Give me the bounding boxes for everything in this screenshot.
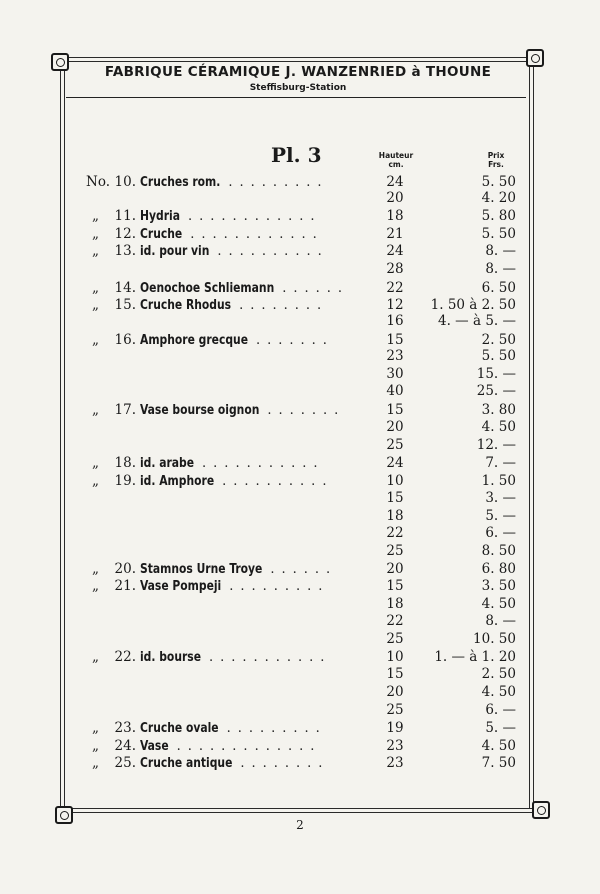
item-number: 20. — [114, 561, 136, 577]
item-name: Vase bourse oignon — [140, 403, 260, 418]
item-height: 28 — [386, 261, 404, 277]
leader-dots: ........... — [202, 456, 325, 471]
item-price: 7. 50 — [481, 755, 516, 771]
row-prefix: „ — [92, 720, 99, 736]
corner-ornament-top-right — [526, 49, 544, 67]
item-height: 22 — [386, 525, 404, 541]
item-number: 18. — [114, 455, 136, 471]
item-height: 23 — [386, 348, 404, 364]
leader-dots: ............. — [176, 739, 322, 754]
table-row — [86, 755, 526, 772]
item-price: 4. 20 — [481, 190, 516, 206]
item-height: 20 — [386, 419, 404, 435]
item-height: 19 — [386, 720, 404, 736]
item-height: 40 — [386, 383, 404, 399]
item-price: 4. 50 — [481, 596, 516, 612]
item-height: 15 — [386, 332, 404, 348]
hauteur-label: Hauteur — [378, 151, 414, 160]
item-price: 5. 50 — [481, 174, 516, 190]
item-number: 16. — [114, 332, 136, 348]
corner-ornament-top-left — [51, 53, 69, 71]
header-title: FABRIQUE CÉRAMIQUE J. WANZENRIED à THOUNE — [104, 64, 492, 80]
hauteur-unit: cm. — [388, 160, 404, 169]
item-height: 15 — [386, 578, 404, 594]
item-name: Stamnos Urne Troye — [140, 562, 263, 577]
item-price: 2. 50 — [481, 332, 516, 348]
item-price: 5. 80 — [481, 208, 516, 224]
item-price: 8. — — [485, 261, 516, 277]
row-prefix: No. — [86, 174, 110, 190]
prix-label: Prix — [487, 151, 505, 160]
table-row — [86, 348, 526, 365]
table-row — [86, 297, 526, 314]
table-row — [86, 332, 526, 349]
item-price: 8. 50 — [481, 543, 516, 559]
item-name: Cruche antique — [140, 756, 233, 771]
row-prefix: „ — [92, 243, 99, 259]
table-row — [86, 437, 526, 454]
row-prefix: „ — [92, 561, 99, 577]
item-number: 23. — [114, 720, 136, 736]
item-price: 3. 80 — [481, 402, 516, 418]
frame-top-line-inner — [62, 61, 532, 62]
item-height: 20 — [386, 190, 404, 206]
item-price: 10. 50 — [473, 631, 516, 647]
item-height: 24 — [386, 174, 404, 190]
table-row — [86, 280, 526, 297]
header-subtitle: Steffisburg-Station — [249, 83, 347, 93]
item-name: id. pour vin — [140, 244, 210, 259]
table-row — [86, 525, 526, 542]
item-number: 22. — [114, 649, 136, 665]
item-height: 21 — [386, 226, 404, 242]
item-price: 4. — à 5. — — [438, 313, 516, 329]
table-row — [86, 613, 526, 630]
table-row — [86, 455, 526, 472]
frame-bottom-line-inner — [66, 812, 536, 813]
item-height: 12 — [386, 297, 404, 313]
item-price: 25. — — [476, 383, 516, 399]
item-name: id. Amphore — [140, 474, 215, 489]
table-row — [86, 419, 526, 436]
frame-left-line-inner — [64, 64, 65, 814]
item-name: Cruche Rhodus — [140, 298, 232, 313]
item-name: Vase — [140, 739, 169, 754]
item-height: 18 — [386, 208, 404, 224]
item-height: 24 — [386, 455, 404, 471]
item-height: 10 — [386, 649, 404, 665]
item-price: 12. — — [476, 437, 516, 453]
table-row — [86, 313, 526, 330]
item-price: 6. — — [485, 525, 516, 541]
table-row — [86, 190, 526, 207]
item-number: 25. — [114, 755, 136, 771]
table-row — [86, 261, 526, 278]
item-height: 20 — [386, 561, 404, 577]
item-height: 23 — [386, 738, 404, 754]
row-prefix: „ — [92, 755, 99, 771]
table-row — [86, 666, 526, 683]
item-price: 15. — — [476, 366, 516, 382]
item-height: 25 — [386, 702, 404, 718]
item-number: 10. — [114, 174, 136, 190]
leader-dots: ........ — [240, 756, 330, 771]
table-row — [86, 543, 526, 560]
frame-right-line — [533, 58, 534, 808]
table-row — [86, 473, 526, 490]
row-prefix: „ — [92, 208, 99, 224]
item-price: 4. 50 — [481, 684, 516, 700]
row-prefix: „ — [92, 297, 99, 313]
row-prefix: „ — [92, 226, 99, 242]
page-number: 2 — [296, 818, 304, 832]
item-number: 11. — [114, 208, 136, 224]
item-number: 15. — [114, 297, 136, 313]
plate-heading: Pl. 3 — [271, 143, 322, 167]
table-row — [86, 578, 526, 595]
item-name: Oenochoe Schliemann — [140, 281, 275, 296]
item-height: 15 — [386, 666, 404, 682]
item-price: 1. 50 — [481, 473, 516, 489]
item-price: 6. — — [485, 702, 516, 718]
row-prefix: „ — [92, 738, 99, 754]
item-price: 5. — — [485, 720, 516, 736]
table-row — [86, 508, 526, 525]
leader-dots: ............ — [187, 209, 322, 224]
item-height: 20 — [386, 684, 404, 700]
row-prefix: „ — [92, 455, 99, 471]
row-prefix: „ — [92, 473, 99, 489]
item-height: 30 — [386, 366, 404, 382]
row-prefix: „ — [92, 578, 99, 594]
table-row — [86, 174, 526, 191]
item-name: Cruche — [140, 227, 183, 242]
item-price: 3. — — [485, 490, 516, 506]
table-row — [86, 631, 526, 648]
leader-dots: ........ — [239, 298, 329, 313]
item-height: 25 — [386, 543, 404, 559]
table-row — [86, 383, 526, 400]
leader-dots: ......... — [229, 579, 330, 594]
item-name: Cruches rom. — [140, 175, 221, 190]
item-height: 22 — [386, 280, 404, 296]
item-number: 24. — [114, 738, 136, 754]
header-rule — [66, 97, 526, 98]
item-number: 12. — [114, 226, 136, 242]
item-height: 15 — [386, 402, 404, 418]
corner-ornament-bottom-right — [532, 801, 550, 819]
table-row — [86, 684, 526, 701]
table-row — [86, 226, 526, 243]
item-number: 19. — [114, 473, 136, 489]
frame-left-line — [60, 64, 61, 814]
table-row — [86, 366, 526, 383]
item-name: Cruche ovale — [140, 721, 219, 736]
item-price: 4. 50 — [481, 738, 516, 754]
item-name: Hydria — [140, 209, 180, 224]
corner-ornament-bottom-left — [55, 806, 73, 824]
item-height: 18 — [386, 508, 404, 524]
table-row — [86, 208, 526, 225]
frame-bottom-line — [66, 808, 536, 809]
table-row — [86, 243, 526, 260]
item-height: 24 — [386, 243, 404, 259]
row-prefix: „ — [92, 280, 99, 296]
table-row — [86, 702, 526, 719]
column-header-prix — [476, 151, 516, 169]
item-height: 15 — [386, 490, 404, 506]
leader-dots: ......... — [228, 175, 329, 190]
item-height: 25 — [386, 631, 404, 647]
item-price: 1. 50 à 2. 50 — [430, 297, 516, 313]
table-row — [86, 720, 526, 737]
item-price: 4. 50 — [481, 419, 516, 435]
table-row — [86, 561, 526, 578]
item-name: Vase Pompeji — [140, 579, 222, 594]
leader-dots: ...... — [282, 281, 350, 296]
item-price: 6. 80 — [481, 561, 516, 577]
leader-dots: ....... — [267, 403, 346, 418]
item-price: 5. 50 — [481, 348, 516, 364]
item-price: 5. — — [485, 508, 516, 524]
item-name: Amphore grecque — [140, 333, 249, 348]
leader-dots: ......... — [226, 721, 327, 736]
item-number: 13. — [114, 243, 136, 259]
leader-dots: ...... — [270, 562, 338, 577]
item-price: 1. — à 1. 20 — [434, 649, 516, 665]
item-price: 2. 50 — [481, 666, 516, 682]
leader-dots: ............ — [190, 227, 324, 242]
frame-top-line — [62, 57, 532, 58]
frame-right-line-inner — [529, 58, 530, 808]
item-price: 8. — — [485, 243, 516, 259]
leader-dots: ....... — [256, 333, 334, 348]
item-height: 23 — [386, 755, 404, 771]
table-row — [86, 402, 526, 419]
item-price: 7. — — [485, 455, 516, 471]
item-name: id. bourse — [140, 650, 201, 665]
item-height: 25 — [386, 437, 404, 453]
row-prefix: „ — [92, 402, 99, 418]
item-price: 5. 50 — [481, 226, 516, 242]
item-number: 14. — [114, 280, 136, 296]
column-header-hauteur — [376, 151, 416, 169]
item-number: 17. — [114, 402, 136, 418]
item-price: 8. — — [485, 613, 516, 629]
item-height: 10 — [386, 473, 404, 489]
leader-dots: .......... — [217, 244, 329, 259]
table-row — [86, 649, 526, 666]
table-row — [86, 596, 526, 613]
item-height: 18 — [386, 596, 404, 612]
row-prefix: „ — [92, 649, 99, 665]
item-height: 22 — [386, 613, 404, 629]
leader-dots: ........... — [208, 650, 332, 665]
table-row — [86, 738, 526, 755]
leader-dots: .......... — [222, 474, 334, 489]
item-price: 3. 50 — [481, 578, 516, 594]
row-prefix: „ — [92, 332, 99, 348]
prix-unit: Frs. — [488, 160, 504, 169]
item-price: 6. 50 — [481, 280, 516, 296]
table-row — [86, 490, 526, 507]
item-number: 21. — [114, 578, 136, 594]
item-height: 16 — [386, 313, 404, 329]
item-name: id. arabe — [140, 456, 195, 471]
